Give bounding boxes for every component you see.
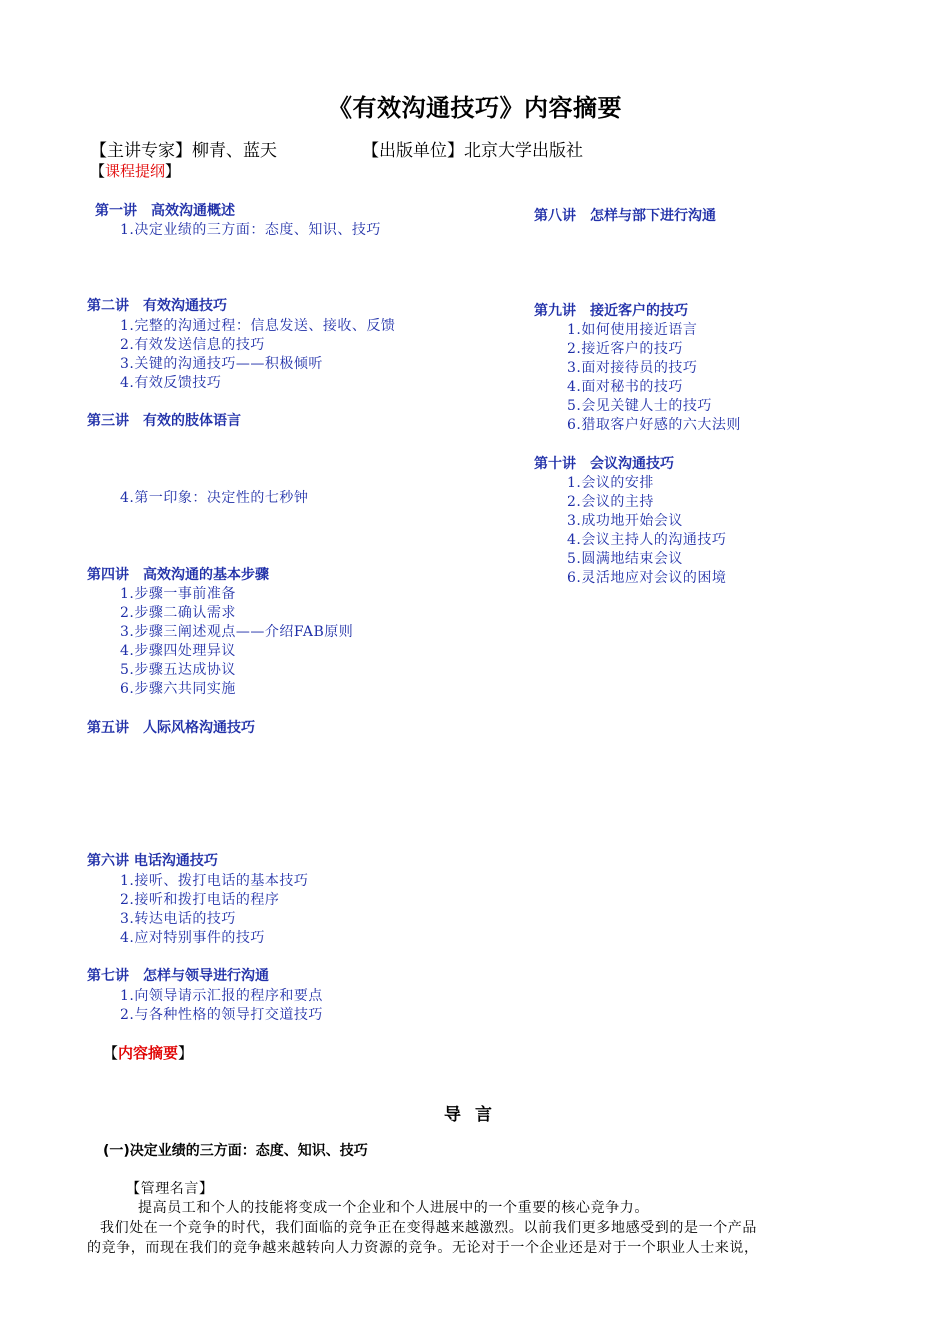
lecture-4-item: 2.步骤二确认需求 [120, 605, 236, 621]
lecture-9-item: 2.接近客户的技巧 [567, 341, 683, 357]
lecture-5-title: 第五讲 人际风格沟通技巧 [87, 720, 255, 736]
paragraph-line: 提高员工和个人的技能将变成一个企业和个人进展中的一个重要的核心竞争力。 [138, 1200, 649, 1216]
lecture-4-item: 5.步骤五达成协议 [120, 662, 236, 678]
summary-label-text: 内容摘要 [118, 1044, 179, 1062]
paragraph-line: 的竞争，而现在我们的竞争越来越转向人力资源的竞争。无论对于一个企业还是对于一个职业人士来说， [87, 1240, 759, 1256]
intro-heading: 导言 [444, 1105, 506, 1125]
lecture-10-item: 4.会议主持人的沟通技巧 [567, 532, 727, 548]
lecture-6-item: 1.接听、拨打电话的基本技巧 [120, 873, 309, 889]
expert-info: 【主讲专家】柳青、蓝天 [90, 141, 277, 161]
lecture-10-item: 1.会议的安排 [567, 475, 654, 491]
lecture-3-title: 第三讲 有效的肢体语言 [87, 413, 241, 429]
lecture-2-title: 第二讲 有效沟通技巧 [87, 298, 227, 314]
lecture-4-title: 第四讲 高效沟通的基本步骤 [87, 567, 269, 583]
lecture-9-item: 3.面对接待员的技巧 [567, 360, 698, 376]
lecture-10-item: 6.灵活地应对会议的困境 [567, 570, 727, 586]
lecture-1-item: 1.决定业绩的三方面：态度、知识、技巧 [120, 222, 381, 238]
lecture-4-item: 1.步骤一事前准备 [120, 586, 236, 602]
quote-label: 【管理名言】 [126, 1181, 214, 1197]
lecture-10-item: 2.会议的主持 [567, 494, 654, 510]
lecture-4-item: 6.步骤六共同实施 [120, 681, 236, 697]
publisher-info: 【出版单位】北京大学出版社 [362, 141, 583, 161]
subheading: (一)决定业绩的三方面：态度、知识、技巧 [103, 1143, 368, 1159]
lecture-8-title: 第八讲 怎样与部下进行沟通 [534, 208, 716, 224]
lecture-1-title: 第一讲 高效沟通概述 [95, 203, 235, 219]
lecture-10-item: 3.成功地开始会议 [567, 513, 683, 529]
outline-label-text: 课程提纲 [105, 162, 166, 180]
paragraph-line: 我们处在一个竞争的时代，我们面临的竞争正在变得越来越激烈。以前我们更多地感受到的是一个产品 [100, 1220, 757, 1236]
lecture-2-item: 3.关键的沟通技巧——积极倾听 [120, 356, 323, 372]
lecture-7-title: 第七讲 怎样与领导进行沟通 [87, 968, 269, 984]
lecture-4-item: 4.步骤四处理异议 [120, 643, 236, 659]
lecture-10-title: 第十讲 会议沟通技巧 [534, 456, 674, 472]
lecture-9-item: 5.会见关键人士的技巧 [567, 398, 712, 414]
lecture-9-item: 6.猎取客户好感的六大法则 [567, 417, 741, 433]
lecture-7-item: 1.向领导请示汇报的程序和要点 [120, 988, 323, 1004]
lecture-9-item: 4.面对秘书的技巧 [567, 379, 683, 395]
lecture-6-title: 第六讲 电话沟通技巧 [87, 853, 218, 869]
page-title: 《有效沟通技巧》内容摘要 [328, 94, 622, 122]
lecture-2-item: 4.有效反馈技巧 [120, 375, 222, 391]
lecture-10-item: 5.圆满地结束会议 [567, 551, 683, 567]
lecture-6-item: 2.接听和拨打电话的程序 [120, 892, 280, 908]
lecture-4-item: 3.步骤三阐述观点——介绍FAB原则 [120, 624, 354, 640]
outline-label: 【课程提纲】 [90, 162, 181, 180]
lecture-6-item: 4.应对特别事件的技巧 [120, 930, 265, 946]
lecture-9-item: 1.如何使用接近语言 [567, 322, 698, 338]
summary-label: 【内容摘要】 [103, 1044, 194, 1062]
lecture-2-item: 2.有效发送信息的技巧 [120, 337, 265, 353]
lecture-6-item: 3.转达电话的技巧 [120, 911, 236, 927]
lecture-3-item: 4.第一印象：决定性的七秒钟 [120, 490, 309, 506]
lecture-7-item: 2.与各种性格的领导打交道技巧 [120, 1007, 323, 1023]
lecture-9-title: 第九讲 接近客户的技巧 [534, 303, 688, 319]
lecture-2-item: 1.完整的沟通过程：信息发送、接收、反馈 [120, 318, 396, 334]
